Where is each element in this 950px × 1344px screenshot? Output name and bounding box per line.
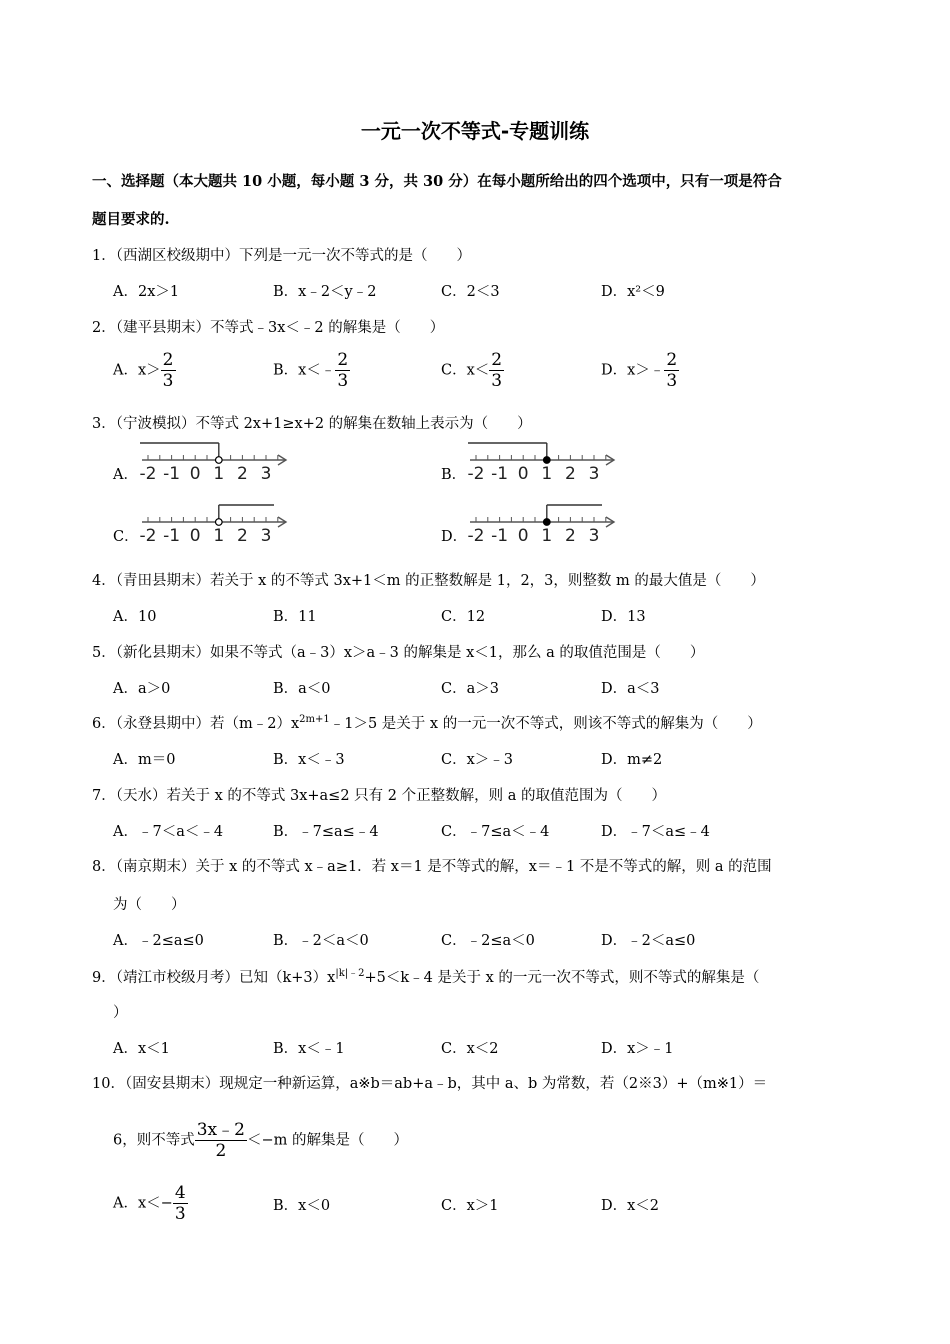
question-8-stem-cont: 为（ ） <box>113 897 186 913</box>
open-endpoint <box>216 519 223 526</box>
number-line-svg <box>466 440 618 488</box>
fraction-numerator: 2 <box>666 350 678 370</box>
q6-exponent: 2m+1 <box>299 714 330 726</box>
q10-stem-fraction <box>195 1120 247 1161</box>
q3-option-c-label: C． <box>113 529 139 545</box>
q3-option-b-label: B． <box>441 467 467 483</box>
closed-endpoint <box>544 457 551 464</box>
question-9-stem-cont: ） <box>113 1005 128 1021</box>
q2-option-d-label: D． <box>601 362 628 379</box>
q2-option-b <box>273 350 350 391</box>
closed-endpoint <box>544 519 551 526</box>
q6-stem-pre: 6．（永登县期中）若（m﹣2）x <box>92 716 300 732</box>
q8-option-a: A．﹣2≤a≤0 <box>113 933 204 949</box>
q7-option-a: A．﹣7＜a＜﹣4 <box>113 824 224 840</box>
q1-option-d: D．x²＜9 <box>601 284 665 300</box>
open-endpoint <box>216 457 223 464</box>
q9-stem-pre: 9．（靖江市校级月考）已知（k+3）x <box>92 969 336 986</box>
question-2-stem: 2．（建平县期末）不等式﹣3x＜﹣2 的解集是（ ） <box>92 320 445 336</box>
page-title: 一元一次不等式-专题训练 <box>360 119 590 143</box>
number-line-tick-label: -1 <box>163 526 181 546</box>
q7-option-c: C．﹣7≤a＜﹣4 <box>441 824 550 840</box>
q8-option-c: C．﹣2≤a＜0 <box>441 933 535 949</box>
q6-option-b: B．x＜﹣3 <box>273 752 345 768</box>
q4-option-a: A．10 <box>113 609 157 625</box>
number-line-tick-label: 1 <box>541 526 553 546</box>
number-line-tick-label: 0 <box>189 464 201 484</box>
q10-option-b: B．x＜0 <box>273 1198 331 1214</box>
question-10-stem-cont <box>113 1120 408 1161</box>
fraction-denominator: 3 <box>337 371 349 391</box>
fraction-numerator: 4 <box>174 1183 186 1203</box>
number-line-tick-label: 1 <box>213 526 225 546</box>
number-line-tick-label: -2 <box>139 526 157 546</box>
q6-option-c: C．x＞﹣3 <box>441 752 513 768</box>
number-line-tick-label: 3 <box>588 526 600 546</box>
question-10-stem: 10．（固安县期末）现规定一种新运算，a※b＝ab+a﹣b，其中 a、b 为常数，若（2※3）+（m※1）＝ <box>92 1076 768 1092</box>
q1-option-a: A．2x＞1 <box>113 284 180 300</box>
q2-option-c-label: C． <box>441 362 467 379</box>
question-8-stem: 8．（南京期末）关于 x 的不等式 x﹣a≥1．若 x＝1 是不等式的解，x＝﹣1 不是不等式的解，则 a 的范围 <box>92 859 772 875</box>
number-line-tick-label: 3 <box>588 464 600 484</box>
number-line-tick-label: 2 <box>236 464 248 484</box>
q8-option-b: B．﹣2＜a＜0 <box>273 933 369 949</box>
fraction-numerator: 3x﹣2 <box>196 1120 245 1140</box>
question-9-stem <box>92 964 759 987</box>
q7-option-d: D．﹣7＜a≤﹣4 <box>601 824 710 840</box>
q8-option-d: D．﹣2＜a≤0 <box>601 933 696 949</box>
q3-option-a-number-line <box>138 440 290 488</box>
q9-stem-post: +5＜k﹣4 是关于 x 的一元一次不等式，则不等式的解集是（ <box>364 969 760 986</box>
q10-option-a <box>113 1183 188 1224</box>
question-5-stem: 5．（新化县期末）如果不等式（a﹣3）x＞a﹣3 的解集是 x＜1，那么 a 的取值范围是（ ） <box>92 645 705 661</box>
question-6-stem <box>92 712 762 733</box>
fraction-numerator: 2 <box>162 350 174 370</box>
q9-option-c: C．x＜2 <box>441 1041 499 1057</box>
number-line-svg <box>466 502 618 550</box>
question-4-stem: 4．（青田县期末）若关于 x 的不等式 3x+1＜m 的正整数解是 1，2，3，则整数 m 的最大值是（ ） <box>92 573 765 589</box>
number-line-tick-label: 2 <box>564 526 576 546</box>
question-3-stem: 3．（宁波模拟）不等式 2x+1≥x+2 的解集在数轴上表示为（ ） <box>92 416 532 432</box>
q6-option-d: D．m≠2 <box>601 752 663 768</box>
q2-option-a-fraction <box>161 350 176 391</box>
number-line-tick-label: 0 <box>517 526 529 546</box>
q6-option-a: A．m＝0 <box>113 752 176 768</box>
number-line-tick-label: -2 <box>467 526 485 546</box>
number-line-tick-label: -2 <box>467 464 485 484</box>
q10-option-a-rel: x＜− <box>137 1195 173 1212</box>
q9-option-b: B．x＜﹣1 <box>273 1041 345 1057</box>
q6-stem-post: ﹣1＞5 是关于 x 的一元一次不等式，则该不等式的解集为（ ） <box>329 716 762 732</box>
q2-option-c-fraction <box>489 350 504 391</box>
q2-option-b-rel: x＜﹣ <box>298 362 336 379</box>
number-line-tick-label: 1 <box>213 464 225 484</box>
q4-option-d: D．13 <box>601 609 646 625</box>
q4-option-b: B．11 <box>273 609 317 625</box>
q10-stem2-post: ＜−m 的解集是（ ） <box>246 1132 408 1149</box>
fraction-denominator: 3 <box>174 1204 186 1224</box>
number-line-tick-label: -1 <box>491 464 509 484</box>
q9-option-a: A．x＜1 <box>113 1041 170 1057</box>
section-instructions-line2: 题目要求的. <box>92 211 170 228</box>
section-instructions-line1: 一、选择题（本大题共 10 小题，每小题 3 分，共 30 分）在每小题所给出的四个选项中，只有一项是符合 <box>92 173 782 190</box>
q3-option-d-label: D． <box>441 529 468 545</box>
q2-option-a-rel: x＞ <box>137 362 161 379</box>
q10-option-d: D．x＜2 <box>601 1198 660 1214</box>
q10-option-a-fraction <box>173 1183 188 1224</box>
fraction-denominator: 3 <box>491 371 503 391</box>
question-1-stem: 1．（西湖区校级期中）下列是一元一次不等式的是（ ） <box>92 248 471 264</box>
number-line-tick-label: 1 <box>541 464 553 484</box>
q5-option-c: C．a＞3 <box>441 681 499 697</box>
q3-option-c-number-line <box>138 502 290 550</box>
q3-option-a-label: A． <box>113 467 138 483</box>
number-line-tick-label: 2 <box>564 464 576 484</box>
q5-option-b: B．a＜0 <box>273 681 331 697</box>
q7-option-b: B．﹣7≤a≤﹣4 <box>273 824 379 840</box>
number-line-tick-label: -1 <box>163 464 181 484</box>
q2-option-c-rel: x＜ <box>466 362 490 379</box>
q2-option-a <box>113 350 176 391</box>
number-line-tick-label: 3 <box>260 526 272 546</box>
number-line-svg <box>138 502 290 550</box>
q2-option-b-fraction <box>335 350 350 391</box>
number-line-tick-label: 0 <box>517 464 529 484</box>
q10-option-a-label: A． <box>113 1195 138 1212</box>
q5-option-a: A．a＞0 <box>113 681 171 697</box>
q2-option-d <box>601 350 679 391</box>
q3-option-d-number-line <box>466 502 618 550</box>
fraction-numerator: 2 <box>337 350 349 370</box>
q5-option-d: D．a＜3 <box>601 681 660 697</box>
q9-exponent: |k|﹣2 <box>335 968 365 979</box>
number-line-tick-label: -1 <box>491 526 509 546</box>
q9-option-d: D．x＞﹣1 <box>601 1041 674 1057</box>
q2-option-a-label: A． <box>113 362 138 379</box>
q4-option-c: C．12 <box>441 609 486 625</box>
fraction-denominator: 2 <box>215 1141 227 1161</box>
fraction-numerator: 2 <box>491 350 503 370</box>
number-line-tick-label: 0 <box>189 526 201 546</box>
q1-option-c: C．2＜3 <box>441 284 500 300</box>
fraction-denominator: 3 <box>666 371 678 391</box>
q1-option-b: B．x﹣2＜y﹣2 <box>273 284 377 300</box>
question-7-stem: 7．（天水）若关于 x 的不等式 3x+a≤2 只有 2 个正整数解，则 a 的取值范围为（ ） <box>92 788 666 804</box>
q2-option-c <box>441 350 504 391</box>
q10-option-c: C．x＞1 <box>441 1198 499 1214</box>
number-line-tick-label: 3 <box>260 464 272 484</box>
number-line-tick-label: 2 <box>236 526 248 546</box>
q3-option-b-number-line <box>466 440 618 488</box>
number-line-tick-label: -2 <box>139 464 157 484</box>
q2-option-b-label: B． <box>273 362 299 379</box>
fraction-denominator: 3 <box>162 371 174 391</box>
q2-option-d-rel: x＞﹣ <box>627 362 665 379</box>
number-line-svg <box>138 440 290 488</box>
q10-stem2-pre: 6，则不等式 <box>113 1132 195 1149</box>
q2-option-d-fraction <box>664 350 679 391</box>
